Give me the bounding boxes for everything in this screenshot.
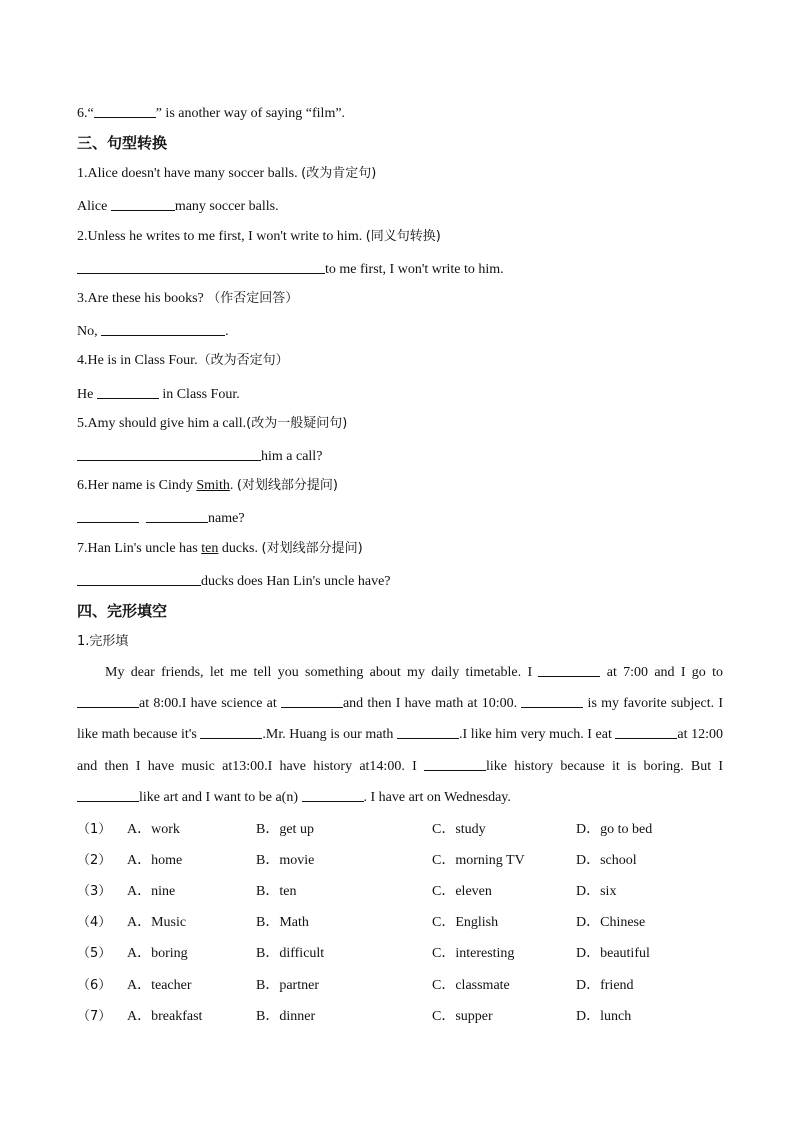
s3-question-5 [77, 415, 347, 433]
instruction-note: （作否定回答） [207, 291, 299, 306]
answer-blank[interactable] [111, 196, 175, 211]
cloze-blank-5[interactable] [200, 724, 262, 739]
answer-blank[interactable] [77, 571, 201, 586]
option-a[interactable]: A．boring [127, 946, 188, 961]
option-number: （4） [77, 915, 112, 930]
option-d[interactable]: D．friend [576, 978, 634, 993]
answer-post: . [225, 324, 229, 339]
s3-answer-4 [77, 384, 240, 404]
cloze-blank-6[interactable] [397, 724, 459, 739]
option-row-1 [77, 821, 737, 839]
passage-text: at 12:00 and then I have music at13:00.I have history at14:00. I [77, 727, 723, 774]
option-c[interactable]: C．English [432, 915, 499, 930]
q6-post: ” is another way of saying “film”. [155, 106, 346, 121]
passage-text: like art and I want to be a(n) [139, 789, 302, 805]
s3-answer-2 [77, 259, 504, 279]
s3-question-7 [77, 540, 363, 558]
answer-post: name? [208, 511, 245, 526]
cloze-blank-3[interactable] [281, 693, 343, 708]
answer-blank[interactable] [97, 384, 159, 399]
prompt: 3.Are these his books? [77, 291, 208, 306]
option-b[interactable]: B．dinner [256, 1009, 316, 1024]
option-number: （2） [77, 853, 112, 868]
option-row-5 [77, 945, 737, 963]
question-6-film [77, 103, 345, 123]
prompt: 5.Amy should give him a call. [77, 416, 247, 431]
passage-text: is my favorite subject. I like math because it's [77, 696, 723, 743]
option-number: （5） [77, 946, 112, 961]
passage-text: like history because it is boring. But I [486, 758, 724, 774]
option-b[interactable]: B．Math [256, 915, 309, 930]
option-a[interactable]: A．nine [127, 884, 176, 899]
s3-question-4 [77, 352, 289, 370]
s3-question-3 [77, 290, 298, 308]
underlined-word: Smith [196, 478, 230, 493]
s3-question-2 [77, 228, 441, 246]
option-d[interactable]: D．school [576, 853, 637, 868]
option-d[interactable]: D．six [576, 884, 617, 899]
option-b[interactable]: B．get up [256, 822, 314, 837]
prompt: 6.Her name is Cindy [77, 478, 197, 493]
option-c[interactable]: C．supper [432, 1009, 493, 1024]
passage-text: .I like him very much. I eat [458, 727, 616, 743]
option-c[interactable]: C．study [432, 822, 486, 837]
answer-blank[interactable] [77, 508, 139, 523]
answer-blank[interactable] [77, 259, 325, 274]
option-d[interactable]: D．Chinese [576, 915, 646, 930]
option-row-6 [77, 977, 737, 995]
prompt: 1.Alice doesn't have many soccer balls. [77, 166, 302, 181]
instruction-note: (改为一般疑问句) [246, 416, 348, 431]
instruction-note: (同义句转换) [365, 229, 441, 244]
option-c[interactable]: C．classmate [432, 978, 510, 993]
option-row-7 [77, 1008, 737, 1026]
cloze-subtitle: 1.完形填 [77, 634, 129, 649]
option-number: （6） [77, 978, 112, 993]
answer-post: in Class Four. [158, 387, 240, 402]
prompt: 2.Unless he writes to me first, I won't write to him. [77, 229, 366, 244]
answer-blank[interactable] [77, 446, 261, 461]
cloze-passage [77, 657, 723, 813]
answer-post: him a call? [261, 449, 323, 464]
option-d[interactable]: D．go to bed [576, 822, 653, 837]
answer-pre: Alice [77, 199, 111, 214]
option-a[interactable]: A．Music [127, 915, 187, 930]
option-d[interactable]: D．lunch [576, 1009, 632, 1024]
option-number: （1） [77, 822, 112, 837]
cloze-blank-9[interactable] [77, 787, 139, 802]
option-b[interactable]: B．partner [256, 978, 319, 993]
cloze-blank-2[interactable] [77, 693, 139, 708]
answer-pre: He [77, 387, 97, 402]
passage-text: My dear friends, let me tell you something about my daily timetable. I [105, 665, 539, 680]
option-a[interactable]: A．home [127, 853, 183, 868]
s3-answer-6 [77, 508, 245, 528]
option-b[interactable]: B．movie [256, 853, 315, 868]
prompt-end: . [229, 478, 237, 493]
answer-blank[interactable] [146, 508, 208, 523]
cloze-blank-10[interactable] [302, 787, 364, 802]
section-4-heading: 四、完形填空 [77, 602, 168, 620]
prompt: 4.He is in Class Four. [77, 353, 198, 368]
cloze-blank-1[interactable] [538, 662, 600, 677]
option-a[interactable]: A．work [127, 822, 180, 837]
option-c[interactable]: C．eleven [432, 884, 492, 899]
answer-blank[interactable] [101, 321, 225, 336]
cloze-blank-7[interactable] [615, 724, 677, 739]
passage-text: . I have art on Wednesday. [363, 789, 511, 805]
prompt-end: ducks. [218, 541, 262, 556]
s3-answer-3 [77, 321, 229, 341]
underlined-word: ten [201, 541, 219, 556]
option-row-3 [77, 883, 737, 901]
instruction-note: (改为肯定句) [301, 166, 377, 181]
option-c[interactable]: C．morning TV [432, 853, 525, 868]
section-3-heading: 三、句型转换 [77, 134, 168, 152]
answer-blank[interactable] [94, 103, 156, 118]
option-c[interactable]: C．interesting [432, 946, 515, 961]
answer-pre: No, [77, 324, 102, 339]
answer-post: many soccer balls. [174, 199, 279, 214]
option-number: （3） [77, 884, 112, 899]
option-a[interactable]: A．breakfast [127, 1009, 203, 1024]
q6-pre: 6.“ [77, 106, 94, 121]
prompt: 7.Han Lin's uncle has [77, 541, 202, 556]
option-a[interactable]: A．teacher [127, 978, 192, 993]
option-row-2 [77, 852, 737, 870]
instruction-note: (对划线部分提问) [236, 478, 338, 493]
s3-question-1 [77, 165, 376, 183]
s3-answer-7 [77, 571, 391, 591]
s3-answer-1 [77, 196, 279, 216]
option-b[interactable]: B．difficult [256, 946, 325, 961]
s3-answer-5 [77, 446, 322, 466]
instruction-note: （改为否定句） [197, 353, 289, 368]
option-row-4 [77, 914, 737, 932]
passage-text: at 7:00 and I go to [600, 665, 724, 680]
option-number: （7） [77, 1009, 112, 1024]
passage-text: .Mr. Huang is our math [262, 727, 397, 743]
option-d[interactable]: D．beautiful [576, 946, 650, 961]
cloze-blank-4[interactable] [521, 693, 583, 708]
answer-post: ducks does Han Lin's uncle have? [201, 574, 391, 589]
option-b[interactable]: B．ten [256, 884, 297, 899]
s3-question-6 [77, 477, 338, 495]
passage-text: at 8:00.I have science at [139, 696, 281, 712]
answer-post: to me first, I won't write to him. [325, 262, 504, 277]
passage-text: and then I have math at 10:00. [342, 696, 522, 712]
instruction-note: (对划线部分提问) [261, 541, 363, 556]
cloze-blank-8[interactable] [424, 756, 486, 771]
